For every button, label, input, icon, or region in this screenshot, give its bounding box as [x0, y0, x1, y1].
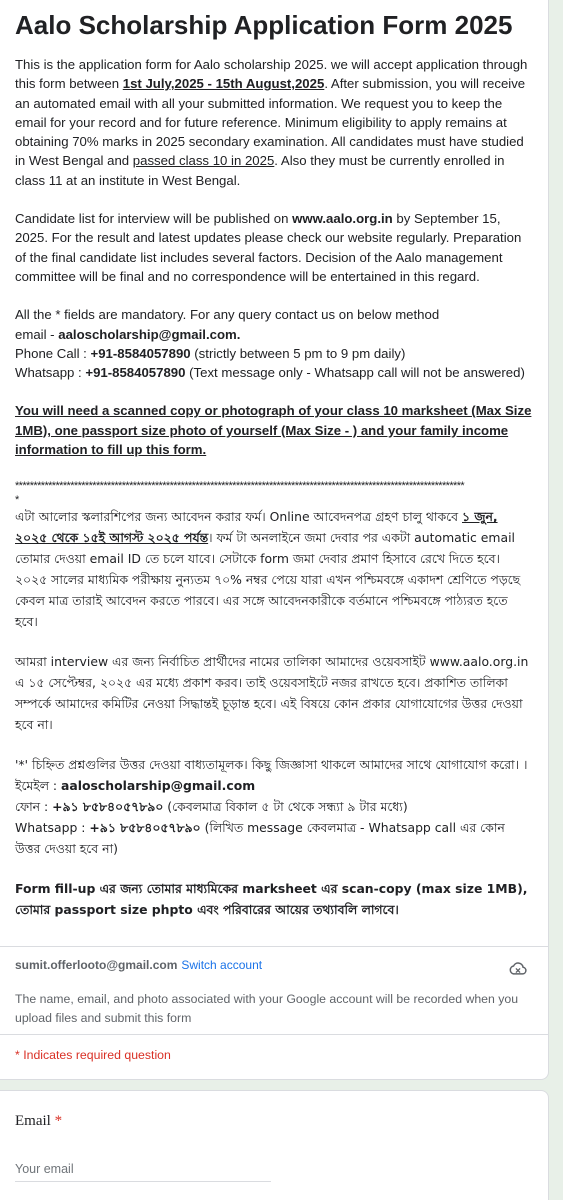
account-email: sumit.offerlooto@gmail.com — [15, 958, 178, 972]
divider — [0, 946, 549, 947]
desc-text: । ফর্ম টা অনলাইনে জমা দেবার পর একটা automatic email তোমার দেওয়া email ID তে চলে যাবে। সেটাকে form জমা দেবার প্রমাণ হিসাবে রেখে দিতে হবে। ২০২৫ সালের মাধ্যমিক পরীক্ষায় নুন্যতম ৭০% নম্বর পেয়ে যারা এখন পশ্চিমবঙ্গে একাদশ শ্রেণিতে পড়ছে কেবল মাত্র তারাই আবেদন করতে পারবে। এর সঙ্গে আবেদনকারীকে বর্তমানে পশ্চিমবঙ্গে পাঠ্যরত হতে হবে। — [15, 530, 521, 630]
email-label-text: email - — [15, 326, 59, 342]
email-label-text: ইমেইল : — [15, 778, 62, 794]
desc-bn-paragraph-3 — [15, 754, 533, 859]
form-description — [15, 55, 533, 920]
account-notice: The name, email, and photo associated with your Google account will be recorded when you upload files and submit this form — [15, 992, 519, 1025]
switch-account-link[interactable]: Switch account — [181, 958, 263, 972]
desc-text: by September 15, 2025. For the result and latest updates please check our website regularly. Preparation of the final candidate list includes several factors. Decision of the Aalo management committee will be final and no correspondence will be entertained in this regard. — [15, 211, 522, 284]
contact-phone-bn: +৯১ ৮৫৮৪০৫৭৮৯০ — [52, 799, 164, 815]
phone-label-text: Phone Call : — [15, 345, 91, 361]
desc-text: '*' চিহ্নিত প্রশ্নগুলির উত্তর দেওয়া বাধ্যতামূলক। কিছু জিজ্ঞাসা থাকলে আমাদের সাথে যোগাযোগ করো। । — [15, 757, 528, 773]
contact-whatsapp-bn: +৯১ ৮৫৮৪০৫৭৮৯০ — [89, 820, 201, 836]
account-row — [15, 958, 262, 972]
email-question-label — [15, 1113, 62, 1130]
desc-text: এটা আলোর স্কলারশিপের জন্য আবেদন করার ফর্ম। Online আবেদনপত্র গ্রহণ চালু থাকবে — [15, 509, 462, 525]
desc-text: . After submission, you will receive an automated email with all your submitted information. We request you to keep the email for your record and for future reference. Minimum eligibility to apply remains at obtaining 70% marks in 2025 secondary examination. All candidates must have studied in West Bengal and — [15, 76, 526, 169]
required-note: * Indicates required question — [15, 1048, 171, 1062]
phone-note: (strictly between 5 pm to 9 pm daily) — [190, 345, 406, 361]
contact-email-bn: aaloscholarship@gmail.com — [61, 778, 256, 794]
desc-en-requirements: You will need a scanned copy or photograph of your class 10 marksheet (Max Size 1MB), one passport size photo of yourself (Max Size - ) and your family income information to fill up this form. — [15, 403, 532, 458]
divider — [0, 1034, 549, 1035]
phone-label-text: ফোন : — [15, 799, 53, 815]
desc-bn-paragraph-2: আমরা interview এর জন্য নির্বাচিত প্রার্থীদের নামের তালিকা আমাদের ওয়েবসাইট www.aalo.org.in এ ১৫ সেপ্টেম্বর, ২০২৫ এর মধ্যে প্রকাশ করব। তাই ওয়েবসাইটে নজর রাখতে হবে। প্রকাশিত তালিকা সম্পর্কে আমাদের কমিটির নেওয়া সিদ্ধান্তই চূড়ান্ত হবে। এই বিষয়ে কোন প্রকার যোগাযোগের উত্তর দেওয়া হবে না। — [15, 654, 529, 733]
desc-bn-requirements: Form fill-up এর জন্য তোমার মাধ্যমিকের marksheet এর scan-copy (max size 1MB), তোমার passport size phpto এবং পরিবারের আয়ের তথ্যাবলি লাগবে। — [15, 881, 528, 918]
separator-stars-tail: * — [15, 494, 19, 507]
whatsapp-note: (লিখিত message কেবলমাত্র - Whatsapp call এর কোন উত্তর দেওয়া হবে না) — [15, 820, 505, 857]
desc-en-paragraph-2 — [15, 209, 533, 286]
contact-email: aaloscholarship@gmail.com. — [58, 326, 241, 342]
form-title: Aalo Scholarship Application Form 2025 — [15, 10, 513, 40]
website-link[interactable]: www.aalo.org.in — [292, 211, 393, 227]
desc-bengali — [15, 506, 533, 920]
whatsapp-label-text: Whatsapp : — [15, 820, 90, 836]
phone-note: (কেবলমাত্র বিকাল ৫ টা থেকে সন্ধ্যা ৯ টার মধ্যে) — [163, 799, 408, 815]
desc-en-paragraph-1 — [15, 55, 533, 190]
passed-class-10: passed class 10 in 2025 — [132, 153, 275, 169]
separator-stars: ************************************************************************************************************************** — [15, 480, 465, 493]
desc-bn-paragraph-1 — [15, 506, 533, 632]
whatsapp-label-text: Whatsapp : — [15, 365, 86, 381]
desc-en-paragraph-3 — [15, 305, 533, 382]
email-label: Email — [15, 1113, 51, 1129]
desc-text: All the * fields are mandatory. For any query contact us on below method — [15, 307, 440, 323]
contact-phone: +91-8584057890 — [90, 345, 191, 361]
desc-text: . Also they must be currently enrolled in class 11 at an institute in West Bengal. — [15, 153, 505, 188]
cloud-offline-icon — [508, 958, 528, 978]
email-question-card — [0, 1090, 549, 1200]
whatsapp-note: (Text message only - Whatsapp call will not be answered) — [185, 365, 525, 381]
contact-whatsapp: +91-8584057890 — [85, 365, 186, 381]
email-input[interactable] — [15, 1157, 271, 1182]
application-dates-bn: ১ জুন, ২০২৫ থেকে ১৫ই আগস্ট ২০২৫ পর্যন্ত — [15, 509, 498, 546]
desc-text: Candidate list for interview will be published on — [15, 211, 293, 227]
required-asterisk: * — [54, 1113, 63, 1129]
application-dates: 1st July,2025 - 15th August,2025 — [122, 76, 325, 92]
desc-text: This is the application form for Aalo scholarship 2025. we will accept application through this form between — [15, 57, 528, 92]
